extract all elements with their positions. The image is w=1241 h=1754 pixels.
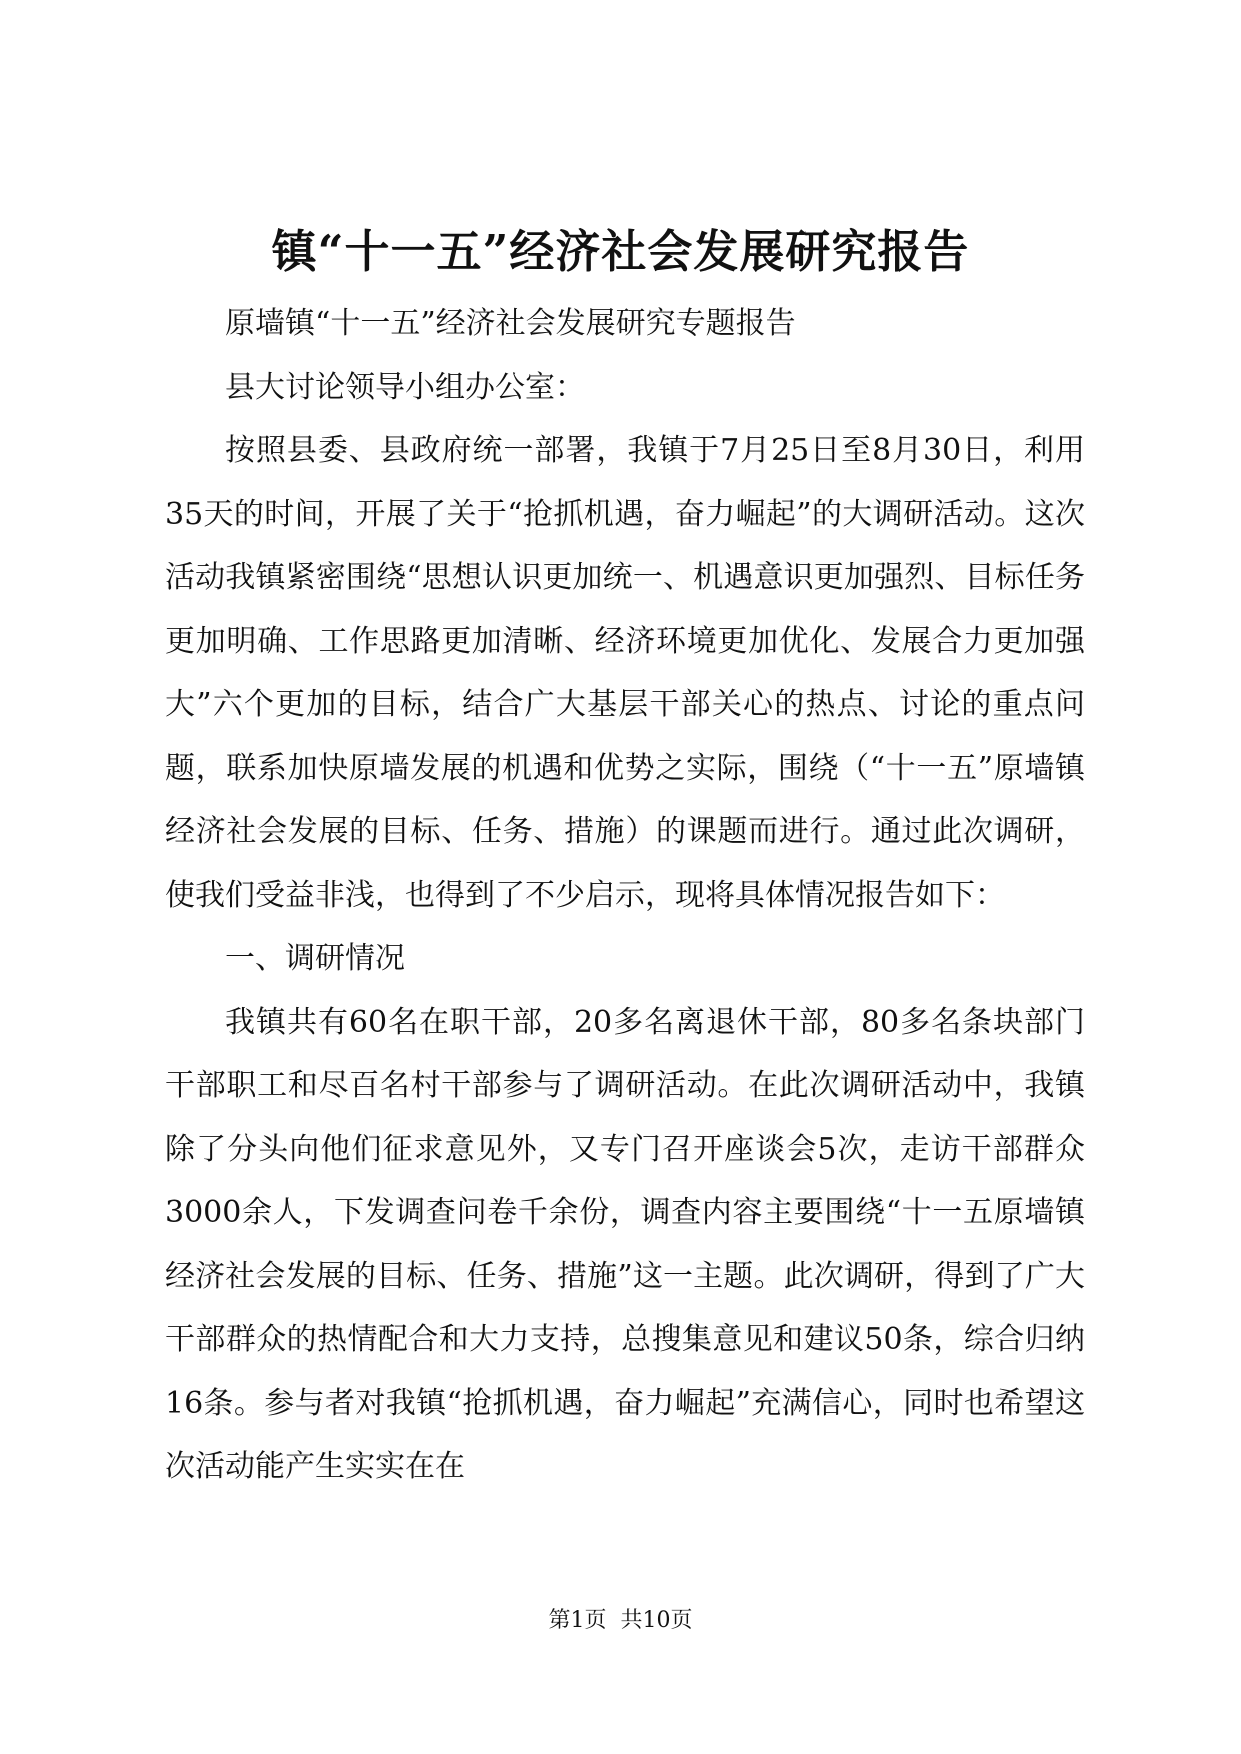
document-title: 镇“十一五”经济社会发展研究报告	[271, 225, 970, 278]
page-number-label: 第1页 共10页	[548, 1608, 693, 1633]
page-footer	[0, 1606, 1241, 1636]
salutation-paragraph: 县大讨论领导小组办公室：	[225, 369, 585, 405]
section-heading: 一、调研情况	[225, 941, 405, 976]
body-paragraph: 按照县委、县政府统一部署，我镇于7月25日至8月30日，利用35天的时间，开展了关于“抢抓机遇，奋力崛起”的大调研活动。这次活动我镇紧密围绕“思想认识更加统一、机遇意识更加强烈、目标任务更加明确、工作思路更加清晰、经济环境更加优化、发展合力更加强大”六个更加的目标，结合广大基层干部关心的热点、讨论的重点问题，联系加快原墙发展的机遇和优势之实际，围绕（“十一五”原墙镇经济社会发展的目标、任务、措施）的课题而进行。通过此次调研，使我们受益非浅，也得到了不少启示，现将具体情况报告如下：	[165, 433, 1085, 913]
subtitle-paragraph: 原墙镇“十一五”经济社会发展研究专题报告	[225, 306, 796, 341]
body-paragraph: 我镇共有60名在职干部，20多名离退休干部，80多名条块部门干部职工和尽百名村干部参与了调研活动。在此次调研活动中，我镇除了分头向他们征求意见外，又专门召开座谈会5次，走访干部群众3000余人，下发调查问卷千余份，调查内容主要围绕“十一五原墙镇经济社会发展的目标、任务、措施”这一主题。此次调研，得到了广大干部群众的热情配合和大力支持，总搜集意见和建议50条，综合归纳16条。参与者对我镇“抢抓机遇，奋力崛起”充满信心，同时也希望这次活动能产生实实在在	[165, 1004, 1085, 1484]
document-body	[165, 292, 1085, 1499]
